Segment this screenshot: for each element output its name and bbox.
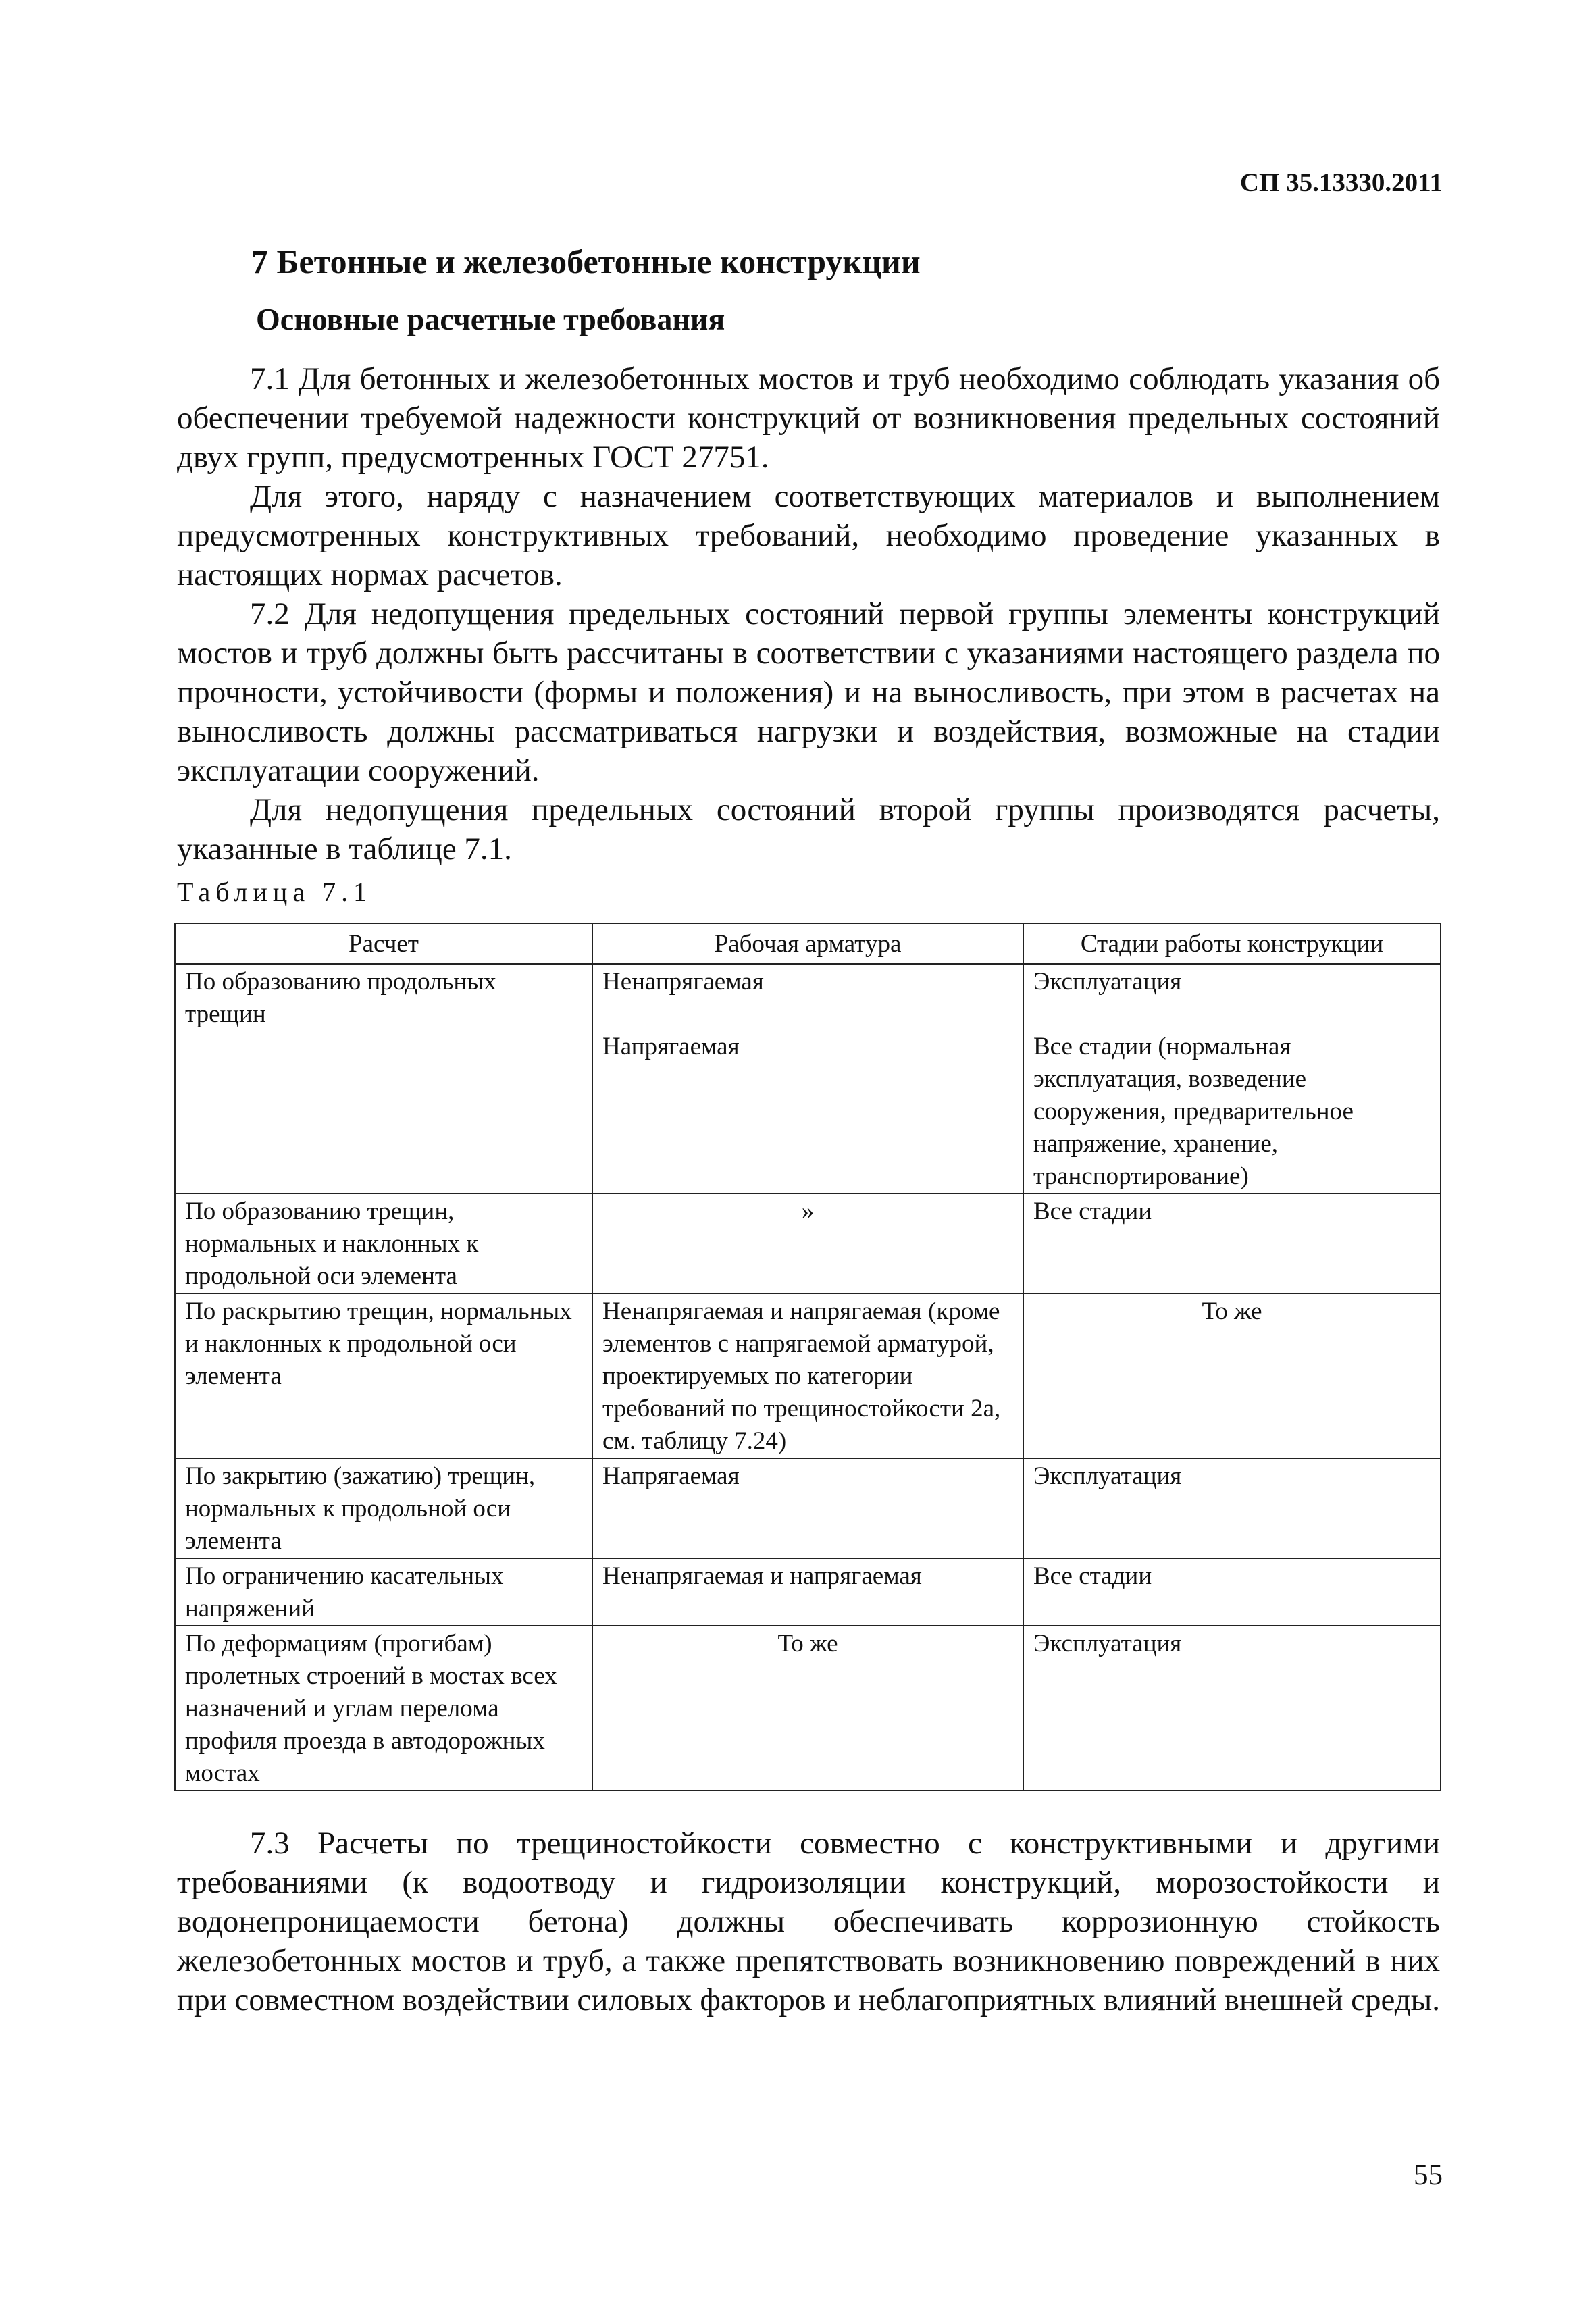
cell-rebar-line: Напрягаемая xyxy=(602,1033,740,1060)
cell-calc: По раскрытию трещин, нормальных и наклонных к продольной оси элемента xyxy=(175,1293,592,1458)
cell-calc: По деформациям (прогибам) пролетных строений в мостах всех назначений и углам перелома профиля проезда в автодорожных мостах xyxy=(175,1626,592,1791)
cell-stage-line: Эксплуатация xyxy=(1033,968,1182,996)
document-code: СП 35.13330.2011 xyxy=(1239,168,1443,197)
header-rebar: Рабочая арматура xyxy=(592,923,1023,964)
calculations-table xyxy=(174,923,1441,1791)
page-number: 55 xyxy=(1414,2159,1443,2191)
cell-stage xyxy=(1023,964,1441,1193)
cell-calc: По образованию трещин, нормальных и наклонных к продольной оси элемента xyxy=(175,1193,592,1293)
paragraph-7-2: 7.2 Для недопущения предельных состояний первой группы элементы конструкций мостов и труб должны быть рассчитаны в соответствии с указаниями настоящего раздела по прочности, устойчивости (формы и положения) и на выносливость, при этом в расчетах на выносливость должны рассматриваться нагрузки и воздействия, возможные на стадии эксплуатации сооружений. xyxy=(177,596,1440,788)
section-subtitle: Основные расчетные требования xyxy=(256,302,725,336)
cell-calc: По закрытию (зажатию) трещин, нормальных к продольной оси элемента xyxy=(175,1458,592,1558)
cell-calc: По образованию продольных трещин xyxy=(175,964,592,1193)
body-text-bottom xyxy=(177,1824,1440,2020)
paragraph-7-2-continued: Для недопущения предельных состояний второй группы производятся расчеты, указанные в таблице 7.1. xyxy=(177,792,1440,867)
cell-rebar: Ненапрягаемая и напрягаемая xyxy=(592,1558,1023,1626)
cell-rebar: То же xyxy=(592,1626,1023,1791)
cell-stage: Эксплуатация xyxy=(1023,1626,1441,1791)
paragraph-7-1: 7.1 Для бетонных и железобетонных мостов и труб необходимо соблюдать указания об обеспечении требуемой надежности конструкций от возникновения предельных состояний двух групп, предусмотренных ГОСТ 27751. xyxy=(177,361,1440,475)
table-row xyxy=(175,1458,1441,1558)
cell-stage: Все стадии xyxy=(1023,1193,1441,1293)
cell-stage: Эксплуатация xyxy=(1023,1458,1441,1558)
cell-stage-line: Все стадии (нормальная эксплуатация, возведение сооружения, предварительное напряжение, хранение, транспортирование) xyxy=(1033,1033,1354,1190)
cell-calc: По ограничению касательных напряжений xyxy=(175,1558,592,1626)
cell-rebar: » xyxy=(592,1193,1023,1293)
table-row xyxy=(175,964,1441,1193)
cell-stage: Все стадии xyxy=(1023,1558,1441,1626)
header-calc: Расчет xyxy=(175,923,592,964)
section-title: 7 Бетонные и железобетонные конструкции xyxy=(251,242,921,280)
cell-rebar xyxy=(592,964,1023,1193)
table-row xyxy=(175,1626,1441,1791)
table-row xyxy=(175,1558,1441,1626)
table-caption: Таблица 7.1 xyxy=(177,877,373,907)
table-row xyxy=(175,1193,1441,1293)
header-stage: Стадии работы конструкции xyxy=(1023,923,1441,964)
cell-rebar: Напрягаемая xyxy=(592,1458,1023,1558)
cell-rebar: Ненапрягаемая и напрягаемая (кроме элементов с напрягаемой арматурой, проектируемых по категории требований по трещиностойкости 2а, см. таблицу 7.24) xyxy=(592,1293,1023,1458)
cell-stage: То же xyxy=(1023,1293,1441,1458)
table-row xyxy=(175,1293,1441,1458)
paragraph-7-3: 7.3 Расчеты по трещиностойкости совместно с конструктивными и другими требованиями (к водоотводу и гидроизоляции конструкций, морозостойкости и водонепроницаемости бетона) должны обеспечивать коррозионную стойкость железобетонных мостов и труб, а также препятствовать возникновению повреждений в них при совместном воздействии силовых факторов и неблагоприятных влияний внешней среды. xyxy=(177,1826,1440,2017)
table-header-row xyxy=(175,923,1441,964)
paragraph-7-1-continued: Для этого, наряду с назначением соответствующих материалов и выполнением предусмотренных конструктивных требований, необходимо проведение указанных в настоящих нормах расчетов. xyxy=(177,479,1440,592)
body-text-top xyxy=(177,359,1440,869)
cell-rebar-line: Ненапрягаемая xyxy=(602,968,764,996)
